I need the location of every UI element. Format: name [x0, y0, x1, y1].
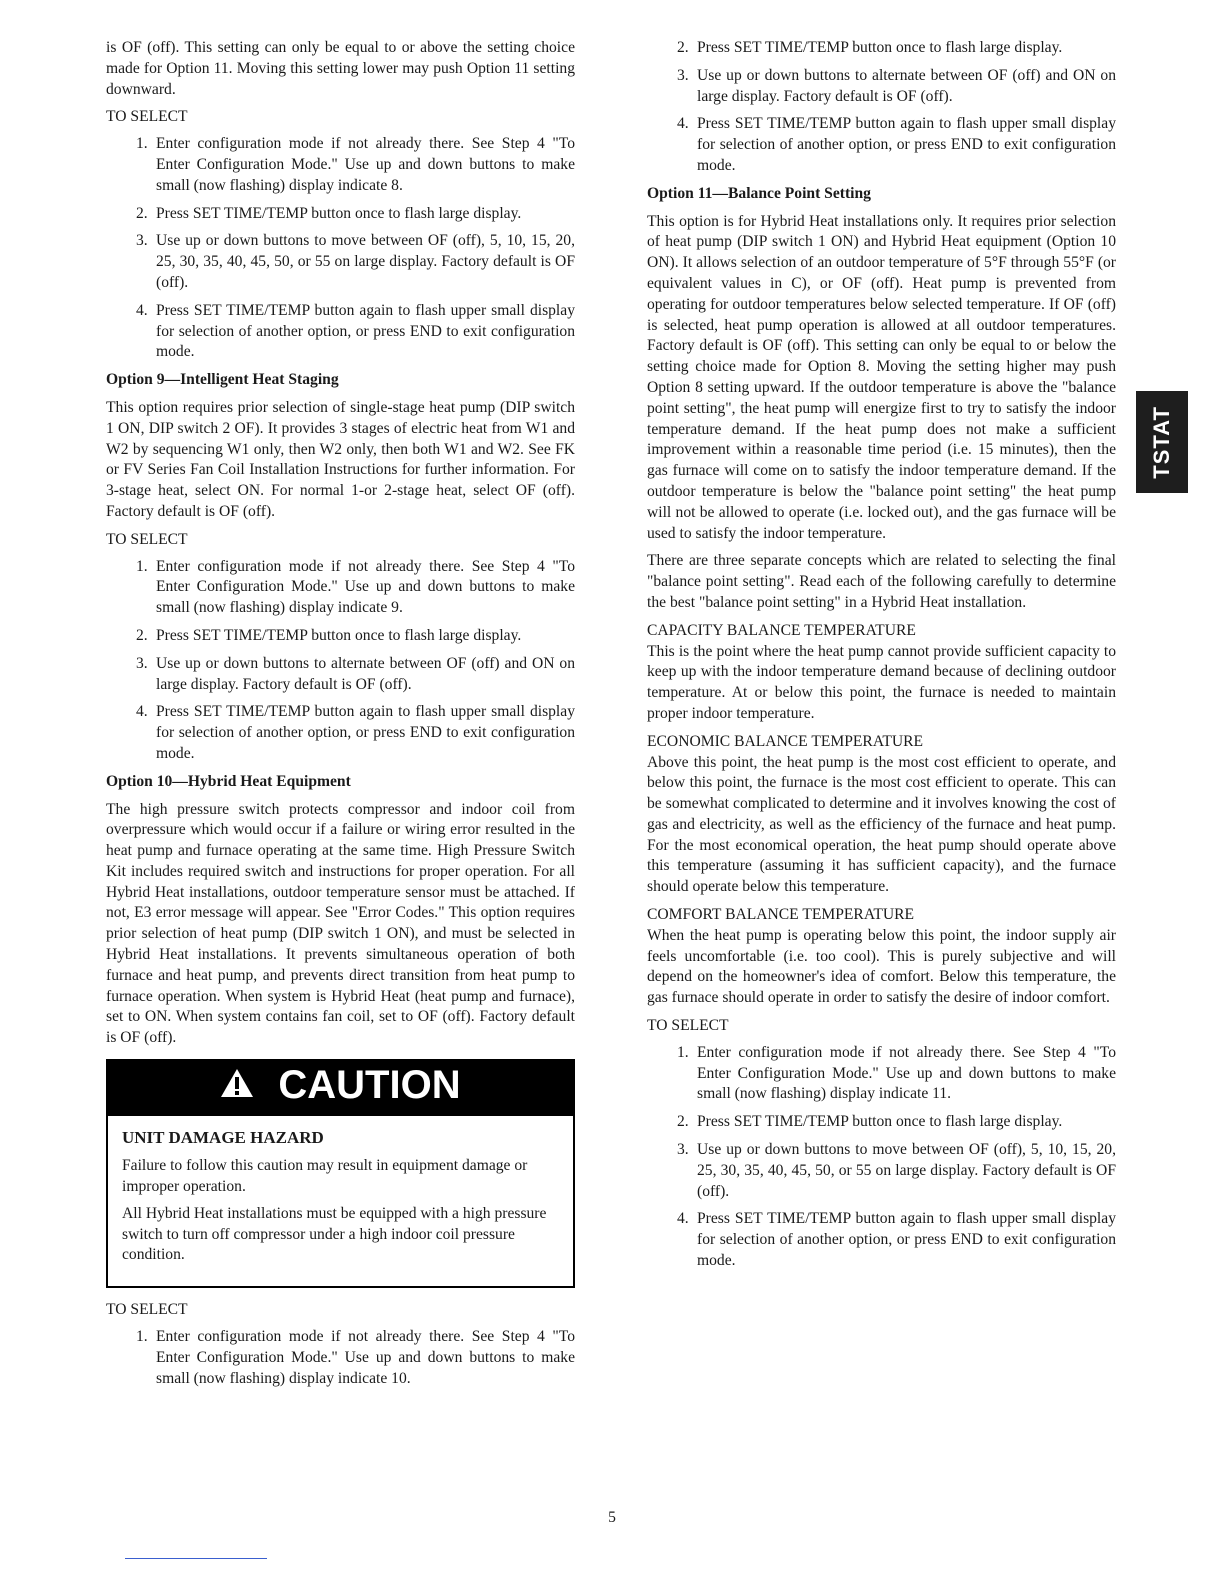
caution-box [106, 1059, 575, 1288]
step-list [647, 1043, 1116, 1272]
step-item: 4. Press SET TIME/TEMP button again to flash upper small display for selection of another option, or press END to exit configuration mode. [677, 115, 1116, 174]
step-item: 2. Press SET TIME/TEMP button once to flash large display. [136, 626, 522, 644]
step-list [106, 557, 575, 765]
footer-rule [125, 1558, 267, 1559]
comfort-balance-heading: COMFORT BALANCE TEMPERATURE [647, 906, 915, 924]
to-select-label: TO SELECT [106, 530, 188, 548]
to-select-label: TO SELECT [106, 1301, 188, 1319]
step-item: 2. Press SET TIME/TEMP button once to flash large display. [677, 39, 1063, 56]
step-item: 3. Use up or down buttons to move between OF (off), 5, 10, 15, 20, 25, 30, 35, 40, 45, 50, or 55 on large display. Factory default is OF (off). [677, 1141, 1116, 1200]
step-item: 1. Enter configuration mode if not already there. See Step 4 "To Enter Configuration Mode." Use up and down buttons to make small (now flashing) display indicate 10. [136, 1328, 575, 1387]
right-column [647, 38, 1116, 1279]
caution-text: All Hybrid Heat installations must be equipped with a high pressure switch to turn off compressor under a high indoor coil pressure condition. [122, 1204, 547, 1264]
option-11-heading: Option 11—Balance Point Setting [647, 184, 871, 202]
caution-title: CAUTION [278, 1063, 461, 1108]
page-number: 5 [608, 1509, 616, 1526]
caution-text: Failure to follow this caution may result in equipment damage or improper operation. [122, 1157, 528, 1196]
capacity-balance-heading: CAPACITY BALANCE TEMPERATURE [647, 621, 916, 639]
to-select-label: TO SELECT [106, 108, 188, 126]
intro-paragraph: is OF (off). This setting can only be equal to or above the setting choice made for Option 11. Moving this setting lower may push Option 11 setting downward. [106, 39, 575, 98]
option-10-heading: Option 10—Hybrid Heat Equipment [106, 772, 351, 790]
comfort-balance-body: When the heat pump is operating below this point, the indoor supply air feels uncomfortable (i.e. too cool). This is purely subjective and will depend on the homeowner's idea of comfort. Below this temperature, the gas furnace should operate in order to satisfy the desire of indoor comfort. [647, 926, 1116, 1007]
section-tab [1136, 391, 1188, 493]
step-list [106, 134, 575, 363]
warning-triangle-icon [220, 1061, 254, 1109]
step-item: 4. Press SET TIME/TEMP button again to flash upper small display for selection of another option, or press END to exit configuration mode. [136, 301, 575, 361]
to-select-label: TO SELECT [647, 1017, 729, 1035]
economic-balance-heading: ECONOMIC BALANCE TEMPERATURE [647, 732, 924, 750]
step-item: 2. Press SET TIME/TEMP button once to flash large display. [677, 1113, 1063, 1131]
option-10-body: The high pressure switch protects compressor and indoor coil from overpressure which would occur if a failure or wiring error resulted in the heat pump and furnace operating at the same time. High Pressure Switch Kit includes required switch and instructions for proper operation. For all Hybrid Heat installations, outdoor temperature sensor must be attached. If not, E3 error message will appear. See "Error Codes." This option requires prior selection of heat pump (DIP switch 1 ON), and must be selected in Hybrid Heat installations. It prevents simultaneous operation of both furnace and heat pump, and prevents direct transition from heat pump to furnace operation. When system is Hybrid Heat (heat pump and furnace), set to ON. When system contains fan coil, set to OF (off). Factory default is OF (off). [106, 800, 575, 1047]
step-item: 1. Enter configuration mode if not already there. See Step 4 "To Enter Configuration Mode." Use up and down buttons to make small (now flashing) display indicate 9. [136, 557, 575, 617]
step-item: 2. Press SET TIME/TEMP button once to flash large display. [136, 204, 522, 222]
option-9-body: This option requires prior selection of single-stage heat pump (DIP switch 1 ON, DIP switch 2 OF). It provides 3 stages of electric heat from W1 and W2 by sequencing W1 only, then W2 only, then both W1 and W2. See FK or FV Series Fan Coil Installation Instructions for further information. For 3-stage heat, select ON. For normal 1-or 2-stage heat, select OF (off). Factory default is OF (off). [106, 398, 575, 520]
step-list [106, 1327, 575, 1389]
left-column [106, 38, 575, 1396]
step-item: 3. Use up or down buttons to alternate between OF (off) and ON on large display. Factory default is OF (off). [136, 654, 575, 693]
step-list [647, 38, 1116, 177]
step-item: 4. Press SET TIME/TEMP button again to flash upper small display for selection of another option, or press END to exit configuration mode. [136, 703, 575, 762]
step-item: 4. Press SET TIME/TEMP button again to flash upper small display for selection of another option, or press END to exit configuration mode. [677, 1210, 1116, 1270]
option-9-heading: Option 9—Intelligent Heat Staging [106, 371, 339, 389]
caution-heading: UNIT DAMAGE HAZARD [122, 1127, 324, 1147]
concepts-paragraph: There are three separate concepts which are related to selecting the final "balance point setting". Read each of the following carefully to determine the best "balance point setting" in a Hybrid Heat installation. [647, 552, 1116, 611]
economic-balance-body: Above this point, the heat pump is the most cost efficient to operate, and below this point, the furnace is the most cost efficient to operate. This can be somewhat complicated to determine and it involves knowing the cost of gas and electricity, as well as the efficiency of the furnace and heat pump. For the most economical operation, the heat pump should operate above this temperature (assuming it has sufficient capacity), and the furnace should operate below this temperature. [647, 753, 1116, 896]
capacity-balance-body: This is the point where the heat pump cannot provide sufficient capacity to keep up with the indoor temperature demand because of declining outdoor temperature. At or below this point, the furnace is needed to maintain proper indoor temperature. [647, 642, 1116, 722]
step-item: 3. Use up or down buttons to move between OF (off), 5, 10, 15, 20, 25, 30, 35, 40, 45, 50, or 55 on large display. Factory default is OF (off). [136, 232, 575, 291]
step-item: 1. Enter configuration mode if not already there. See Step 4 "To Enter Configuration Mode." Use up and down buttons to make small (now flashing) display indicate 8. [136, 135, 575, 194]
caution-banner [108, 1061, 573, 1115]
option-11-body: This option is for Hybrid Heat installations only. It requires prior selection of heat pump (DIP switch 1 ON) and Hybrid Heat equipment (Option 10 ON). It allows selection of an outdoor temperature of 5°F through 55°F (or equivalent values in C), or OF (off). Heat pump is prevented from operating for outdoor temperatures below selected temperature. If OF (off) is selected, heat pump operation is allowed at all outdoor temperatures. Factory default is OF (off). This setting can only be equal to or below the setting choice made for Option 8. Moving the setting higher may push Option 8 setting upward. If the outdoor temperature is above the "balance point setting", the heat pump will energize first to try to satisfy the indoor temperature demand. If the heat pump does not make a sufficient improvement within a reasonable time period (i.e. 15 minutes), then the gas furnace will come on to satisfy the indoor temperature demand. If the outdoor temperature is below the "balance point setting" the heat pump will not be allowed to operate (i.e. locked out), and the gas furnace will be used to satisfy the indoor temperature. [647, 212, 1116, 542]
step-item: 1. Enter configuration mode if not already there. See Step 4 "To Enter Configuration Mode." Use up and down buttons to make small (now flashing) display indicate 11. [677, 1043, 1116, 1103]
step-item: 3. Use up or down buttons to alternate between OF (off) and ON on large display. Factory default is OF (off). [677, 66, 1116, 105]
section-tab-label: TSTAT [1148, 405, 1174, 479]
